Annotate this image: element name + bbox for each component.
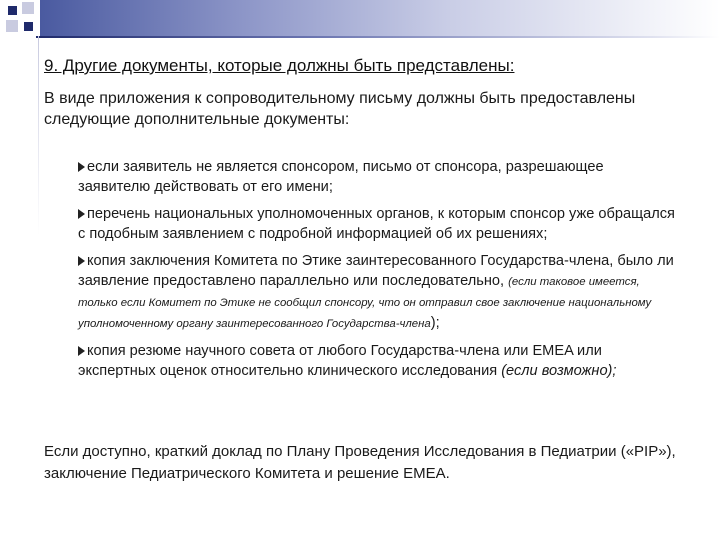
list-item bbox=[78, 157, 678, 197]
list-item-tail: ); bbox=[430, 315, 440, 331]
list-item bbox=[78, 341, 678, 381]
list-item-text: перечень национальных уполномоченных органов, к которым спонсор уже обращался с подобным заявлением с подробной информацией об их решениях; bbox=[78, 206, 675, 242]
decor-square bbox=[24, 22, 33, 31]
document-list bbox=[78, 157, 678, 388]
decor-square bbox=[6, 20, 18, 32]
header-gradient-bar bbox=[40, 0, 720, 36]
list-item bbox=[78, 204, 678, 244]
list-item-note: (если возможно); bbox=[501, 363, 617, 379]
left-rule bbox=[38, 36, 39, 536]
list-item-text: если заявитель не является спонсором, письмо от спонсора, разрешающее заявителю действовать от его имени; bbox=[78, 159, 604, 195]
arrow-bullet-icon bbox=[78, 209, 85, 219]
list-item-note: (если таковое имеется, только если Комитет по Этике не сообщил спонсору, что он отправил свое заключение национальному уполномоченному органу заинтересованного Государства-члена bbox=[78, 276, 652, 330]
slide-title: 9. Другие документы, которые должны быть представлены: bbox=[44, 56, 515, 75]
list-item-text: копия резюме научного совета от любого Государства-члена или EMEA или экспертных оценок относительно клинического исследования bbox=[78, 343, 602, 379]
decor-square bbox=[8, 6, 17, 15]
list-item-text: копия заключения Комитета по Этике заинтересованного Государства-члена, было ли заявление предоставлено параллельно или последовательно, bbox=[78, 253, 674, 289]
closing-paragraph: Если доступно, краткий доклад по Плану Проведения Исследования в Педиатрии («PIP»), заключение Педиатрического Комитета и решение EMEA. bbox=[44, 443, 676, 482]
header-rule bbox=[36, 36, 720, 38]
arrow-bullet-icon bbox=[78, 162, 85, 172]
decor-square bbox=[22, 2, 34, 14]
arrow-bullet-icon bbox=[78, 346, 85, 356]
list-item bbox=[78, 251, 678, 334]
arrow-bullet-icon bbox=[78, 256, 85, 266]
intro-paragraph: В виде приложения к сопроводительному письму должны быть предоставлены следующие дополнительные документы: bbox=[44, 90, 636, 128]
